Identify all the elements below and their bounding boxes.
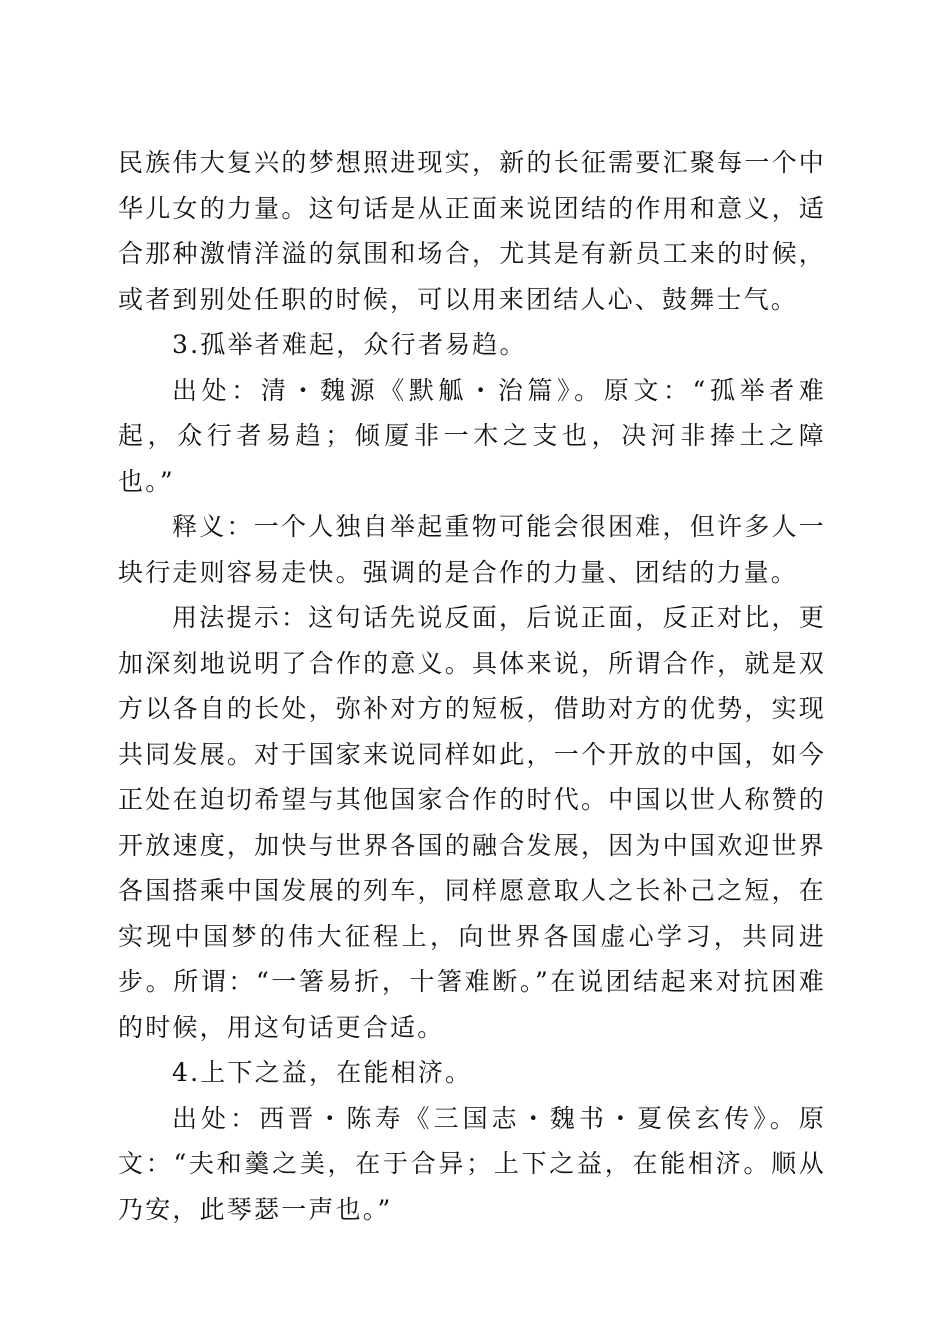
- paragraph-meaning-3: 释义：一个人独自举起重物可能会很困难，但许多人一块行走则容易走快。强调的是合作的力量、团结的力量。: [118, 512, 826, 587]
- paragraph-source-4: 出处：西晋・陈寿《三国志・魏书・夏侯玄传》。原文：“夫和羹之美，在于合异；上下之益，在能相济。顺从乃安，此琴瑟一声也。”: [118, 1103, 826, 1224]
- heading-item-3: 3.孤举者难起，众行者易趋。: [172, 330, 527, 359]
- paragraph-source-3: 出处：清・魏源《默觚・治篇》。原文：“孤举者难起，众行者易趋；倾厦非一木之支也，决河非捧土之障也。”: [118, 375, 826, 496]
- document-body: [118, 140, 826, 1232]
- paragraph-continuation: 民族伟大复兴的梦想照进现实，新的长征需要汇聚每一个中华儿女的力量。这句话是从正面来说团结的作用和意义，适合那种激情洋溢的氛围和场合，尤其是有新员工来的时候，或者到别处任职的时候，可以用来团结人心、鼓舞士气。: [118, 148, 826, 314]
- paragraph-usage-3: 用法提示：这句话先说反面，后说正面，反正对比，更加深刻地说明了合作的意义。具体来说，所谓合作，就是双方以各自的长处，弥补对方的短板，借助对方的优势，实现共同发展。对于国家来说同样如此，一个开放的中国，如今正处在迫切希望与其他国家合作的时代。中国以世人称赞的开放速度，加快与世界各国的融合发展，因为中国欢迎世界各国搭乘中国发展的列车，同样愿意取人之长补己之短，在实现中国梦的伟大征程上，向世界各国虚心学习，共同进步。所谓：“一箸易折，十箸难断。”在说团结起来对抗困难的时候，用这句话更合适。: [118, 603, 826, 1042]
- heading-item-4: 4.上下之益，在能相济。: [172, 1058, 473, 1087]
